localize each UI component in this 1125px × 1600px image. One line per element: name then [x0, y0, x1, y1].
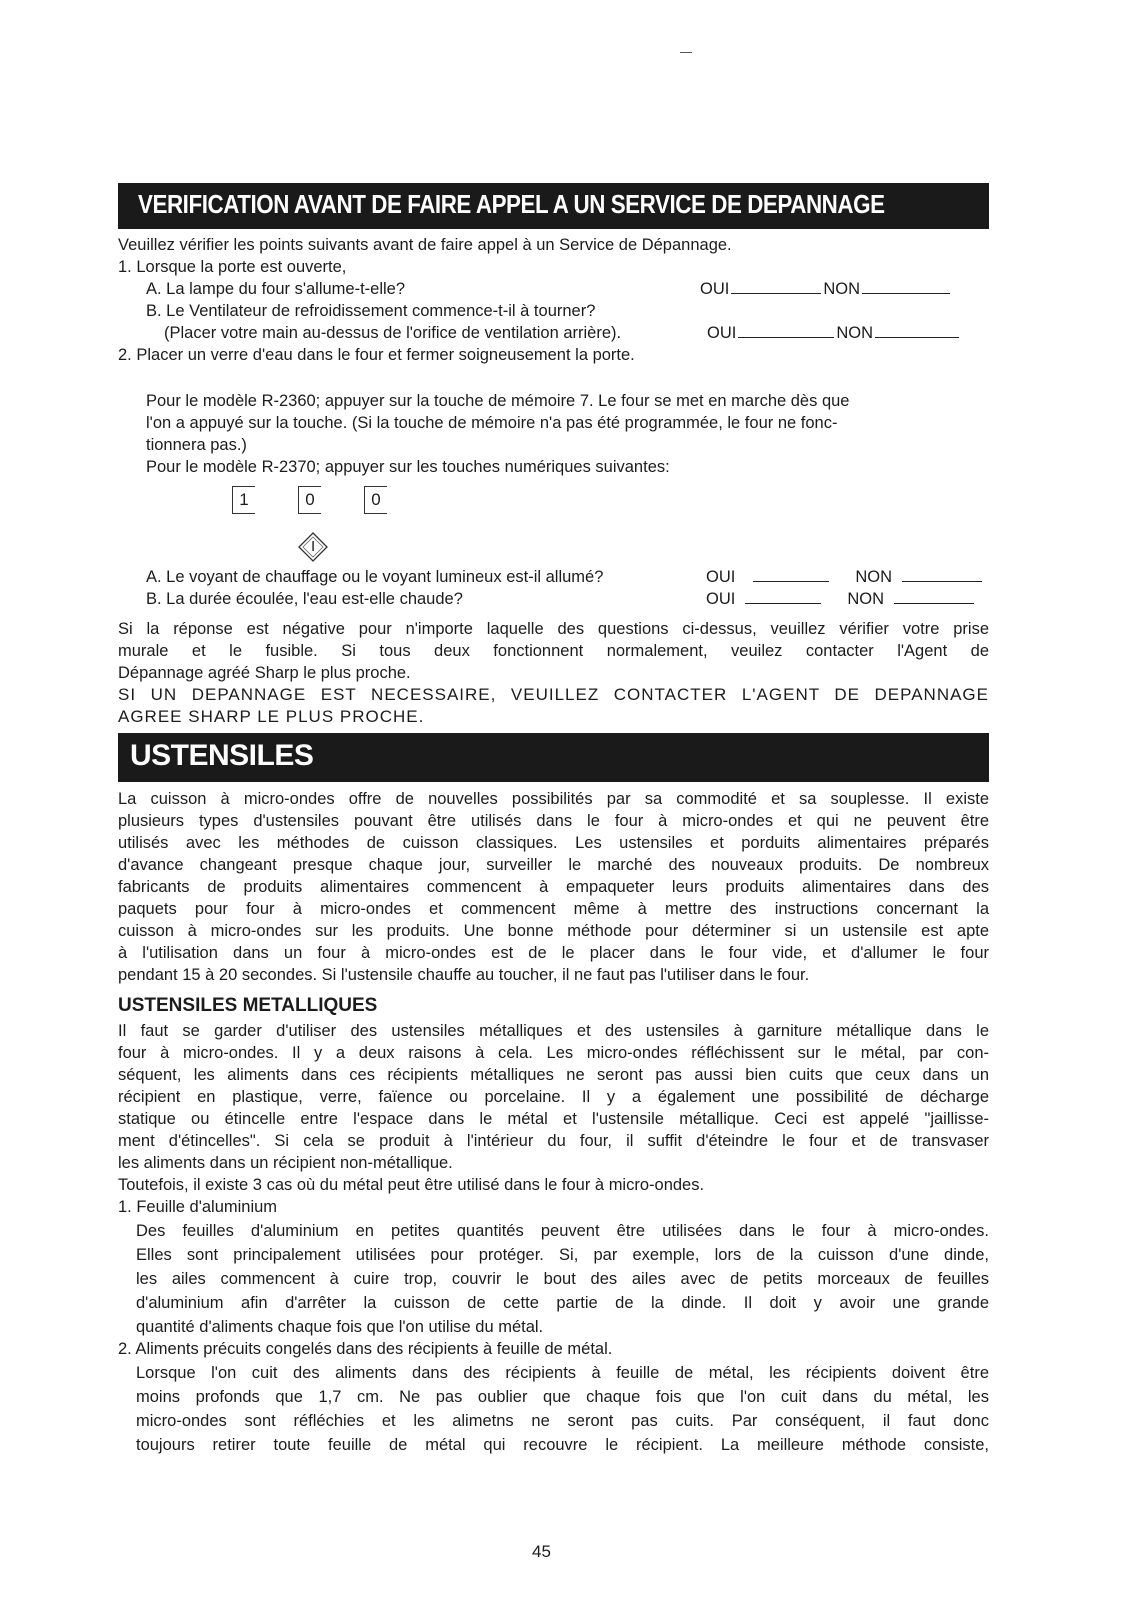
caps-notice-line-1: SI UN DEPANNAGE EST NECESSAIRE, VEUILLEZ CONTACTER L'AGENT DE DEPANNAGE	[118, 685, 989, 704]
item-1: 1. Lorsque la porte est ouverte,	[118, 258, 347, 276]
heading-ustensiles-metalliques: USTENSILES METALLIQUES	[118, 995, 378, 1016]
item-1a: A. La lampe du four s'allume-t-elle?	[146, 280, 406, 298]
section-banner-verification	[118, 183, 989, 229]
oui-label: OUI	[700, 280, 730, 298]
answer-row-2b	[706, 588, 976, 610]
metal-p-line: Il faut se garder d'utiliser des ustensiles métalliques et des ustensiles à garniture métallique dans le	[118, 1022, 989, 1040]
ustensiles-p1-line: à l'utilisation dans un four à micro-ondes est de le placer dans le four vide, et d'allumer le four	[118, 944, 989, 962]
page-number: 45	[532, 1542, 551, 1561]
metal-exceptions-intro: Toutefois, il existe 3 cas où du métal peut être utilisé dans le four à micro-ondes.	[118, 1176, 705, 1194]
case-1-line: Des feuilles d'aluminium en petites quantités peuvent être utilisées dans le four à micro-ondes.	[136, 1222, 989, 1240]
model-r2360-line-3: tionnera pas.)	[146, 436, 247, 454]
item-1b: B. Le Ventilateur de refroidissement commence-t-il à tourner?	[146, 302, 596, 320]
ustensiles-p1-line: paquets pour four à micro-ondes et commencent même à mettre des instructions concernant la	[118, 900, 989, 918]
metal-p-line: récipient en plastique, verre, faïence ou porcelaine. Il y a également une possibilité de décharge	[118, 1088, 989, 1106]
intro-text: Veuillez vérifier les points suivants avant de faire appel à un Service de Dépannage.	[118, 236, 732, 254]
oui-blank	[731, 292, 821, 294]
negative-answer-line-2: murale et le fusible. Si tous deux fonctionnent normalement, veuilez contacter l'Agent de	[118, 642, 989, 660]
oui-blank	[745, 602, 821, 604]
ustensiles-p1-line: cuisson à micro-ondes sur les produits. Une bonne méthode pour déterminer si un ustensile est apte	[118, 922, 989, 940]
case-2-title: 2. Aliments précuits congelés dans des récipients à feuille de métal.	[118, 1340, 613, 1358]
caps-notice-line-2: AGREE SHARP LE PLUS PROCHE.	[118, 707, 425, 726]
scan-mark	[680, 52, 692, 53]
metal-p-line: four à micro-ondes. Il y a deux raisons à cela. Les micro-ondes réfléchissent sur le métal, par con-	[118, 1044, 989, 1062]
model-r2370: Pour le modèle R-2370; appuyer sur les touches numériques suivantes:	[146, 458, 670, 476]
ustensiles-p1-line: plusieurs types d'ustensiles pouvant être utilisés dans le four à micro-ondes et qui ne peuvent être	[118, 812, 989, 830]
key-1-box: 1	[232, 486, 255, 514]
ustensiles-p1-line: fabricants de produits alimentaires commencent à empaqueter leurs produits alimentaires dans des	[118, 878, 989, 896]
metal-p-line: séquent, les aliments dans ces récipients métalliques ne seront pas aussi bien cuits que ceux dans un	[118, 1066, 989, 1084]
case-2-line: Lorsque l'on cuit des aliments dans des récipients à feuille de métal, les récipients doivent être	[136, 1364, 989, 1382]
non-blank	[875, 336, 959, 338]
non-label: NON	[847, 590, 885, 608]
negative-answer-line-3: Dépannage agréé Sharp le plus proche.	[118, 664, 411, 682]
ustensiles-p1-line: utilisés avec les méthodes de cuisson classiques. Les ustensiles et porduits alimentaires préparés	[118, 834, 989, 852]
answer-row-1a	[700, 278, 952, 300]
non-blank	[862, 292, 950, 294]
case-2-line: moins profonds que 1,7 cm. Ne pas oublier que chaque fois que l'on cuit dans du métal, les	[136, 1388, 989, 1406]
oui-label: OUI	[706, 568, 736, 586]
start-key-label: I	[311, 538, 316, 555]
item-2: 2. Placer un verre d'eau dans le four et fermer soigneusement la porte.	[118, 346, 635, 364]
banner-title: VERIFICATION AVANT DE FAIRE APPEL A UN SERVICE DE DEPANNAGE	[138, 189, 885, 219]
metal-p-line: statique ou étincelle entre l'espace dans le métal et l'ustensile métallique. Ceci est appelé "jaillisse-	[118, 1110, 989, 1128]
ustensiles-p1-line: La cuisson à micro-ondes offre de nouvelles possibilités par sa commodité et sa souplesse. Il existe	[118, 790, 989, 808]
metal-p-line: les aliments dans un récipient non-métallique.	[118, 1154, 453, 1172]
non-blank	[902, 580, 982, 582]
case-1-line: d'aluminium afin d'arrêter la cuisson de cette partie de la dinde. Il doit y avoir une grande	[136, 1294, 989, 1312]
case-1-line: Elles sont principalement utilisées pour protéger. Si, par exemple, lors de la cuisson d'une dinde,	[136, 1246, 989, 1264]
answer-row-1b	[707, 322, 961, 344]
case-2-line: toujours retirer toute feuille de métal qui recouvre le récipient. La meilleure méthode consiste,	[136, 1436, 989, 1454]
item-2a: A. Le voyant de chauffage ou le voyant lumineux est-il allumé?	[146, 568, 604, 586]
case-1-line: quantité d'aliments chaque fois que l'on utilise du métal.	[136, 1318, 544, 1336]
oui-label: OUI	[707, 324, 737, 342]
section-banner-ustensiles	[118, 733, 989, 782]
case-1-title: 1. Feuille d'aluminium	[118, 1198, 278, 1216]
oui-blank	[753, 580, 829, 582]
non-label: NON	[836, 324, 874, 342]
non-label: NON	[855, 568, 893, 586]
key-0-box: 0	[298, 486, 321, 514]
negative-answer-line-1: Si la réponse est négative pour n'importe laquelle des questions ci-dessus, veuillez vérifier votre prise	[118, 620, 989, 638]
model-r2360-line-1: Pour le modèle R-2360; appuyer sur la touche de mémoire 7. Le four se met en marche dès que	[146, 392, 850, 410]
ustensiles-p1-line: d'avance changeant presque chaque jour, surveiller le marché des nouveaux produits. De nombreux	[118, 856, 989, 874]
key-0-box-2: 0	[364, 486, 387, 514]
case-2-line: micro-ondes sont réfléchies et les alimetns ne seront pas cuits. Par conséquent, il faut donc	[136, 1412, 989, 1430]
oui-label: OUI	[706, 590, 736, 608]
item-1b-note: (Placer votre main au-dessus de l'orifice de ventilation arrière).	[164, 324, 622, 342]
ustensiles-p1-line: pendant 15 à 20 secondes. Si l'ustensile chauffe au toucher, il ne faut pas l'utiliser dans le four.	[118, 966, 810, 984]
case-1-line: les ailes commencent à cuire trop, couvrir le bout des ailes avec de petits morceaux de feuilles	[136, 1270, 989, 1288]
non-label: NON	[823, 280, 861, 298]
non-blank	[894, 602, 974, 604]
item-2b: B. La durée écoulée, l'eau est-elle chaude?	[146, 590, 463, 608]
metal-p-line: ment d'étincelles". Si cela se produit à l'intérieur du four, il suffit d'éteindre le four et de transvaser	[118, 1132, 989, 1150]
model-r2360-line-2: l'on a appuyé sur la touche. (Si la touche de mémoire n'a pas été programmée, le four ne fonc-	[146, 414, 838, 432]
answer-row-2a	[706, 566, 984, 588]
banner-title: USTENSILES	[130, 739, 314, 772]
oui-blank	[738, 336, 834, 338]
